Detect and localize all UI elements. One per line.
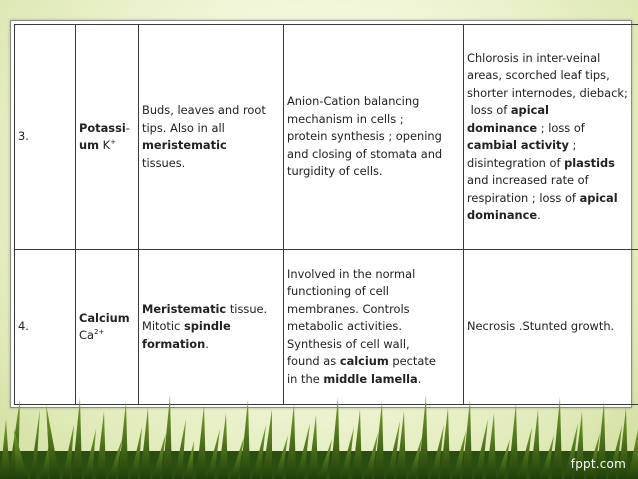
brand-label: fppt.com xyxy=(570,457,626,471)
deficiency-bold: apical xyxy=(579,190,618,205)
location-line: Buds, leaves and root xyxy=(142,103,266,117)
element-cell xyxy=(76,250,139,405)
location-line: tissues. xyxy=(142,155,186,170)
function-line: Involved in the normal xyxy=(287,266,416,281)
location-cell xyxy=(139,250,284,405)
deficiency-line: respiration ; loss of xyxy=(467,190,580,205)
deficiency-bold: cambial activity xyxy=(467,138,569,152)
element-cell xyxy=(76,25,139,250)
location-line: tissue. xyxy=(226,301,268,316)
element-name: Calcium xyxy=(79,310,130,325)
location-line: . xyxy=(205,336,209,351)
deficiency-bold: dominance xyxy=(467,208,538,222)
deficiency-line: areas, scorched leaf tips, xyxy=(467,68,610,82)
function-line: membranes. Controls xyxy=(287,301,410,316)
table-row xyxy=(15,25,638,250)
row-number xyxy=(15,250,76,405)
function-line: in the xyxy=(287,371,324,386)
element-name-cont: um xyxy=(79,138,99,152)
table-row xyxy=(15,250,638,405)
row-number-text: 3. xyxy=(18,129,29,144)
function-line: pectate xyxy=(388,354,436,369)
function-cell xyxy=(284,250,464,405)
function-line: Anion-Cation balancing xyxy=(287,94,420,109)
function-line: metabolic activities. xyxy=(287,319,402,334)
element-symbol: Ca xyxy=(79,328,94,342)
function-line: functioning of cell xyxy=(287,284,389,299)
function-line: protein synthesis ; opening xyxy=(287,129,442,144)
location-bold: spindle xyxy=(183,319,231,334)
row-number-text: 4. xyxy=(18,319,29,334)
function-line: found as xyxy=(287,354,340,369)
location-cell xyxy=(139,25,284,250)
location-bold: formation xyxy=(142,336,206,351)
function-bold: middle lamella xyxy=(323,371,418,386)
element-name: Potassi xyxy=(79,120,126,135)
element-hyphen: - xyxy=(125,120,130,135)
deficiency-line: Necrosis .Stunted growth. xyxy=(467,319,615,334)
deficiency-line: and increased rate of xyxy=(467,173,589,187)
deficiency-line: shorter internodes, dieback; xyxy=(467,85,628,100)
function-cell xyxy=(284,25,464,250)
location-bold: Meristematic xyxy=(142,301,227,316)
row-number xyxy=(15,25,76,250)
location-line: tips. Also in all xyxy=(142,120,225,135)
deficiency-cell xyxy=(464,250,638,405)
deficiency-line: disintegration of xyxy=(467,155,565,170)
deficiency-bold: apical xyxy=(510,103,549,117)
function-line: mechanism in cells ; xyxy=(287,111,404,126)
element-charge: 2+ xyxy=(93,328,105,336)
table-card xyxy=(10,20,632,408)
deficiency-line: ; xyxy=(568,138,577,152)
deficiency-cell xyxy=(464,25,638,250)
function-bold: calcium xyxy=(339,354,389,369)
deficiency-bold: plastids xyxy=(564,155,615,170)
deficiency-line: loss of xyxy=(470,103,511,117)
deficiency-line: Chlorosis in inter-veinal xyxy=(467,50,601,65)
deficiency-line: . xyxy=(537,208,541,222)
location-bold: meristematic xyxy=(142,138,227,152)
deficiency-bold: dominance xyxy=(467,120,538,135)
nutrient-table xyxy=(14,24,638,405)
function-line: Synthesis of cell wall, xyxy=(287,336,410,351)
function-line: turgidity of cells. xyxy=(287,164,383,179)
function-line: . xyxy=(417,371,422,386)
location-line: Mitotic xyxy=(142,319,184,334)
function-line: and closing of stomata and xyxy=(287,146,443,161)
element-symbol: K xyxy=(102,138,111,152)
element-charge: + xyxy=(110,138,116,146)
deficiency-line: ; loss of xyxy=(537,120,585,135)
grass-decoration xyxy=(0,389,638,479)
